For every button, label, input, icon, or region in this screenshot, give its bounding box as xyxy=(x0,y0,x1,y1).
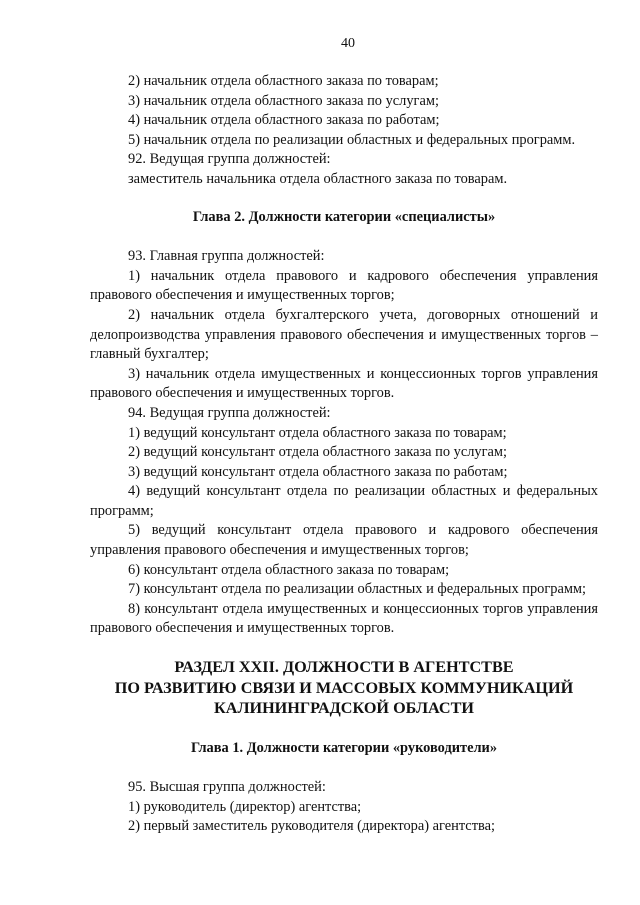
list-item: 1) руководитель (директор) агентства; xyxy=(128,798,362,815)
page-number: 40 xyxy=(341,36,355,51)
list-item: 6) консультант отдела областного заказа по товарам; xyxy=(128,561,450,578)
list-item: 94. Ведущая группа должностей: xyxy=(128,404,331,421)
list-item: 3) начальник отдела имущественных и концессионных торгов управления правового обеспечения и имущественных торгов. xyxy=(90,365,598,402)
list-item: 4) ведущий консультант отдела по реализации областных и федеральных программ; xyxy=(90,483,598,519)
list-item: 5) начальник отдела по реализации областных и федеральных программ. xyxy=(128,131,576,148)
list-item: 95. Высшая группа должностей: xyxy=(128,779,326,796)
list-item: 3) начальник отдела областного заказа по услугам; xyxy=(128,92,439,109)
chapter-heading-managers: Глава 1. Должности категории «руководители» xyxy=(190,739,498,756)
list-item: заместитель начальника отдела областного заказа по товарам. xyxy=(128,170,508,187)
list-item: 3) ведущий консультант отдела областного заказа по работам; xyxy=(128,463,508,480)
block-chief-positions xyxy=(90,72,598,190)
section-heading-line: ПО РАЗВИТИЮ СВЯЗИ И МАССОВЫХ КОММУНИКАЦИЙ xyxy=(114,678,574,697)
list-item: 93. Главная группа должностей: xyxy=(128,248,325,265)
chapter-heading-specialists: Глава 2. Должности категории «специалисты» xyxy=(192,208,496,225)
block-specialist-positions xyxy=(90,247,598,639)
list-item: 1) ведущий консультант отдела областного заказа по товарам; xyxy=(128,424,507,441)
list-item: 5) ведущий консультант отдела правового и кадрового обеспечения управления правового обеспечения и имущественных торгов; xyxy=(90,522,598,559)
section-heading-line: РАЗДЕЛ XXII. ДОЛЖНОСТИ В АГЕНТСТВЕ xyxy=(174,658,514,677)
section-heading xyxy=(90,657,598,719)
list-item: 92. Ведущая группа должностей: xyxy=(128,151,331,168)
list-item: 4) начальник отдела областного заказа по работам; xyxy=(128,112,440,129)
list-item: 2) начальник отдела бухгалтерского учета, договорных отношений и делопроизводства управления правового обеспечения и имущественных торгов – главный бухгалтер; xyxy=(90,306,598,363)
section-heading-line: КАЛИНИНГРАДСКОЙ ОБЛАСТИ xyxy=(214,699,474,718)
list-item: 2) ведущий консультант отдела областного заказа по услугам; xyxy=(128,444,508,461)
list-item: 8) консультант отдела имущественных и концессионных торгов управления правового обеспечения и имущественных торгов. xyxy=(90,600,598,637)
list-item: 7) консультант отдела по реализации областных и федеральных программ; xyxy=(128,581,587,598)
list-item: 2) первый заместитель руководителя (директора) агентства; xyxy=(128,818,495,835)
list-item: 1) начальник отдела правового и кадрового обеспечения управления правового обеспечения и имущественных торгов; xyxy=(90,267,598,304)
list-item: 2) начальник отдела областного заказа по товарам; xyxy=(128,73,439,89)
block-manager-positions xyxy=(90,778,598,837)
